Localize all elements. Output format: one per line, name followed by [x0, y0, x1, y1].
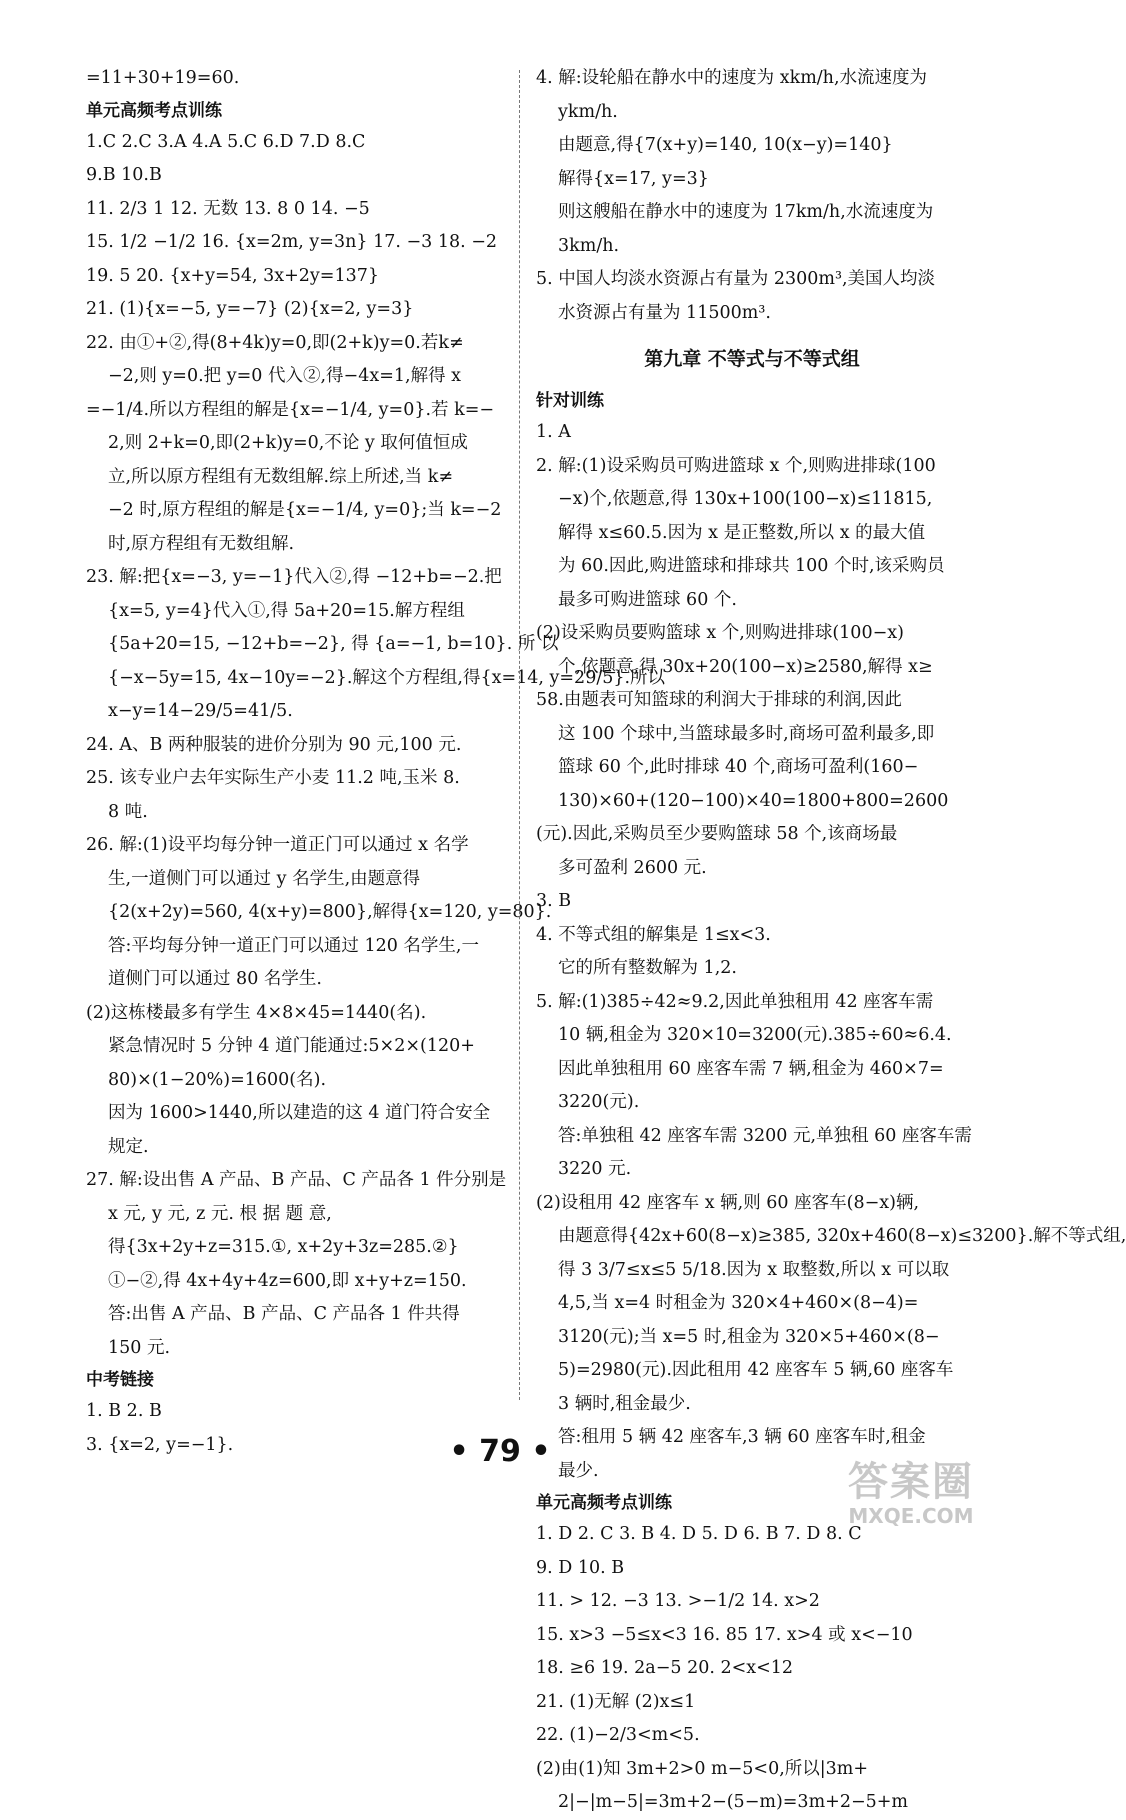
text-line: 26. 解:(1)设平均每分钟一道正门可以通过 x 名学 [86, 835, 469, 855]
text-line: 时,原方程组有无数组解. [108, 533, 295, 554]
text-line: (2)由(1)知 3m+2>0 m−5<0,所以|3m+ [536, 1758, 869, 1779]
text-line: 11. > 12. −3 13. >−1/2 14. x>2 [536, 1591, 820, 1611]
text-line: −2 时,原方程组的解是{x=−1/4, y=0};当 k=−2 [108, 500, 502, 520]
text-line: 因为 1600>1440,所以建造的这 4 道门符合安全 [108, 1103, 491, 1123]
text-line: 规定. [108, 1136, 149, 1157]
watermark-logo [836, 1459, 986, 1527]
text-line: 解得 x≤60.5.因为 x 是正整数,所以 x 的最大值 [558, 522, 926, 543]
text-line: 80)×(1−20%)=1600(名). [108, 1069, 327, 1090]
text-line: 15. 1/2 −1/2 16. {x=2m, y=3n} 17. −3 18. −2 [86, 232, 498, 252]
text-line: 答:出售 A 产品、B 产品、C 产品各 1 件共得 [108, 1304, 460, 1324]
text-line: 它的所有整数解为 1,2. [558, 958, 737, 978]
text-line: −2,则 y=0.把 y=0 代入②,得−4x=1,解得 x [108, 366, 461, 386]
text-line: 19. 5 20. {x+y=54, 3x+2y=137} [86, 265, 379, 286]
text-line: −x)个,依题意,得 130x+100(100−x)≤11815, [558, 489, 933, 509]
text-line: =11+30+19=60. [86, 68, 240, 88]
text-line: 24. A、B 两种服装的进价分别为 90 元,100 元. [86, 734, 462, 755]
text-line: x−y=14−29/5=41/5. [108, 701, 293, 721]
text-line: 18. ≥6 19. 2a−5 20. 2<x<12 [536, 1658, 794, 1678]
text-line: 解得{x=17, y=3} [558, 168, 709, 189]
text-line: ykm/h. [558, 101, 618, 122]
text-line: {−x−5y=15, 4x−10y=−2}.解这个方程组,得{x=14, y=29/5}.所以 [108, 667, 666, 688]
text-line: 8 吨. [108, 801, 148, 822]
text-line: 150 元. [108, 1337, 171, 1358]
text-line: 答:平均每分钟一道正门可以通过 120 名学生,一 [108, 935, 479, 956]
text-line: 3. B [536, 891, 572, 911]
text-line: {x=5, y=4}代入①,得 5a+20=15.解方程组 [108, 600, 465, 621]
text-line: x 元, y 元, z 元. 根 据 题 意, [108, 1203, 332, 1224]
text-line: 2|−|m−5|=3m+2−(5−m)=3m+2−5+m [558, 1792, 909, 1812]
text-line: 最多可购进篮球 60 个. [558, 589, 737, 610]
text-line: 紧急情况时 5 分钟 4 道门能通过:5×2×(120+ [108, 1036, 475, 1056]
text-line: 2,则 2+k=0,即(2+k)y=0,不论 y 取何值恒成 [108, 433, 468, 453]
text-line: 为 60.因此,购进篮球和排球共 100 个时,该采购员 [558, 556, 945, 576]
text-line: 1. A [536, 422, 571, 442]
text-line: 篮球 60 个,此时排球 40 个,商场可盈利(160− [558, 757, 919, 777]
text-line: 3120(元);当 x=5 时,租金为 320×5+460×(8− [558, 1326, 940, 1347]
text-line: 最少. [558, 1460, 599, 1481]
text-line: 1. B 2. B [86, 1401, 162, 1421]
text-line: (元).因此,采购员至少要购篮球 58 个,该商场最 [536, 824, 898, 844]
text-line: 道侧门可以通过 80 名学生. [108, 969, 322, 989]
text-line: {2(x+2y)=560, 4(x+y)=800},解得{x=120, y=80}. [108, 902, 552, 922]
text-line: 130)×60+(120−100)×40=1800+800=2600 [558, 790, 949, 811]
text-line: 1. D 2. C 3. B 4. D 5. D 6. B 7. D 8. C [536, 1524, 862, 1544]
text-line: 答:租用 5 辆 42 座客车,3 辆 60 座客车时,租金 [558, 1427, 926, 1447]
watermark-title: 答案圈 [848, 1459, 974, 1505]
text-line: 因此单独租用 60 座客车需 7 辆,租金为 460×7= [558, 1058, 944, 1079]
text-line: 答:单独租 42 座客车需 3200 元,单独租 60 座客车需 [558, 1125, 972, 1146]
text-line: 由题意,得{7(x+y)=140, 10(x−y)=140} [558, 135, 893, 155]
text-line: 22. (1)−2/3<m<5. [536, 1725, 700, 1745]
text-line: =−1/4.所以方程组的解是{x=−1/4, y=0}.若 k=− [86, 399, 495, 420]
text-line: 5. 解:(1)385÷42≈9.2,因此单独租用 42 座客车需 [536, 991, 934, 1012]
text-line: (2)这栋楼最多有学生 4×8×45=1440(名). [86, 1002, 427, 1023]
text-line: (2)设采购员要购篮球 x 个,则购进排球(100−x) [536, 623, 904, 643]
text-line: 3km/h. [558, 235, 620, 256]
text-line: 1.C 2.C 3.A 4.A 5.C 6.D 7.D 8.C [86, 131, 366, 152]
section-heading: 单元高频考点训练 [86, 100, 222, 121]
text-line: 得{3x+2y+z=315.①, x+2y+3z=285.②} [108, 1237, 459, 1257]
right-column [536, 62, 1126, 1820]
watermark-site: MXQE.COM [848, 1504, 974, 1528]
text-line: 15. x>3 −5≤x<3 16. 85 17. x>4 或 x<−10 [536, 1624, 913, 1645]
text-line: 25. 该专业户去年实际生产小麦 11.2 吨,玉米 8. [86, 768, 460, 788]
text-line: {5a+20=15, −12+b=−2}, 得 {a=−1, b=10}. 所 以 [108, 634, 559, 654]
column-divider [519, 70, 520, 1400]
section-heading: 单元高频考点训练 [536, 1493, 672, 1513]
page-number: • 79 • [449, 1434, 551, 1469]
text-line: 2. 解:(1)设采购员可购进篮球 x 个,则购进排球(100 [536, 455, 936, 476]
text-line: 4. 解:设轮船在静水中的速度为 xkm/h,水流速度为 [536, 68, 928, 88]
text-line: 9. D 10. B [536, 1557, 625, 1578]
text-line: 由题意得{42x+60(8−x)≥385, 320x+460(8−x)≤3200}.解不等式组, [558, 1226, 1126, 1246]
text-line: 3220(元). [558, 1092, 640, 1112]
text-line: 4. 不等式组的解集是 1≤x<3. [536, 924, 771, 945]
text-line: 23. 解:把{x=−3, y=−1}代入②,得 −12+b=−2.把 [86, 567, 502, 587]
text-line: 5. 中国人均淡水资源占有量为 2300m³,美国人均淡 [536, 269, 936, 289]
text-line: 3 辆时,租金最少. [558, 1393, 691, 1414]
text-line: 10 辆,租金为 320×10=3200(元).385÷60≈6.4. [558, 1025, 952, 1045]
text-line: (2)设租用 42 座客车 x 辆,则 60 座客车(8−x)辆, [536, 1192, 920, 1213]
text-line: 则这艘船在静水中的速度为 17km/h,水流速度为 [558, 202, 934, 222]
chapter-title: 第九章 不等式与不等式组 [644, 348, 860, 370]
text-line: 个,依题意,得 30x+20(100−x)≥2580,解得 x≥ [558, 656, 933, 677]
text-line: 这 100 个球中,当篮球最多时,商场可盈利最多,即 [558, 723, 935, 744]
text-line: 3220 元. [558, 1159, 632, 1179]
text-line: 5)=2980(元).因此租用 42 座客车 5 辆,60 座客车 [558, 1360, 954, 1380]
text-line: ①−②,得 4x+4y+4z=600,即 x+y+z=150. [108, 1270, 467, 1291]
text-line: 9.B 10.B [86, 165, 162, 185]
text-line: 11. 2/3 1 12. 无数 13. 8 0 14. −5 [86, 198, 370, 219]
text-line: 21. (1)无解 (2)x≤1 [536, 1691, 696, 1712]
text-line: 生,一道侧门可以通过 y 名学生,由题意得 [108, 868, 421, 889]
text-line: 得 3 3/7≤x≤5 5/18.因为 x 取整数,所以 x 可以取 [558, 1259, 950, 1280]
text-line: 4,5,当 x=4 时租金为 320×4+460×(8−4)= [558, 1293, 919, 1313]
text-line: 22. 由①+②,得(8+4k)y=0,即(2+k)y=0.若k≠ [86, 332, 464, 353]
text-line: 立,所以原方程组有无数组解.综上所述,当 k≠ [108, 466, 454, 487]
text-line: 21. (1){x=−5, y=−7} (2){x=2, y=3} [86, 299, 414, 319]
section-heading: 中考链接 [86, 1370, 154, 1390]
text-line: 多可盈利 2600 元. [558, 857, 707, 878]
text-line: 27. 解:设出售 A 产品、B 产品、C 产品各 1 件分别是 [86, 1170, 507, 1190]
text-line: 58.由题表可知篮球的利润大于排球的利润,因此 [536, 690, 902, 710]
text-line: 3. {x=2, y=−1}. [86, 1434, 234, 1455]
text-line: 水资源占有量为 11500m³. [558, 302, 771, 323]
section-heading: 针对训练 [536, 391, 604, 411]
